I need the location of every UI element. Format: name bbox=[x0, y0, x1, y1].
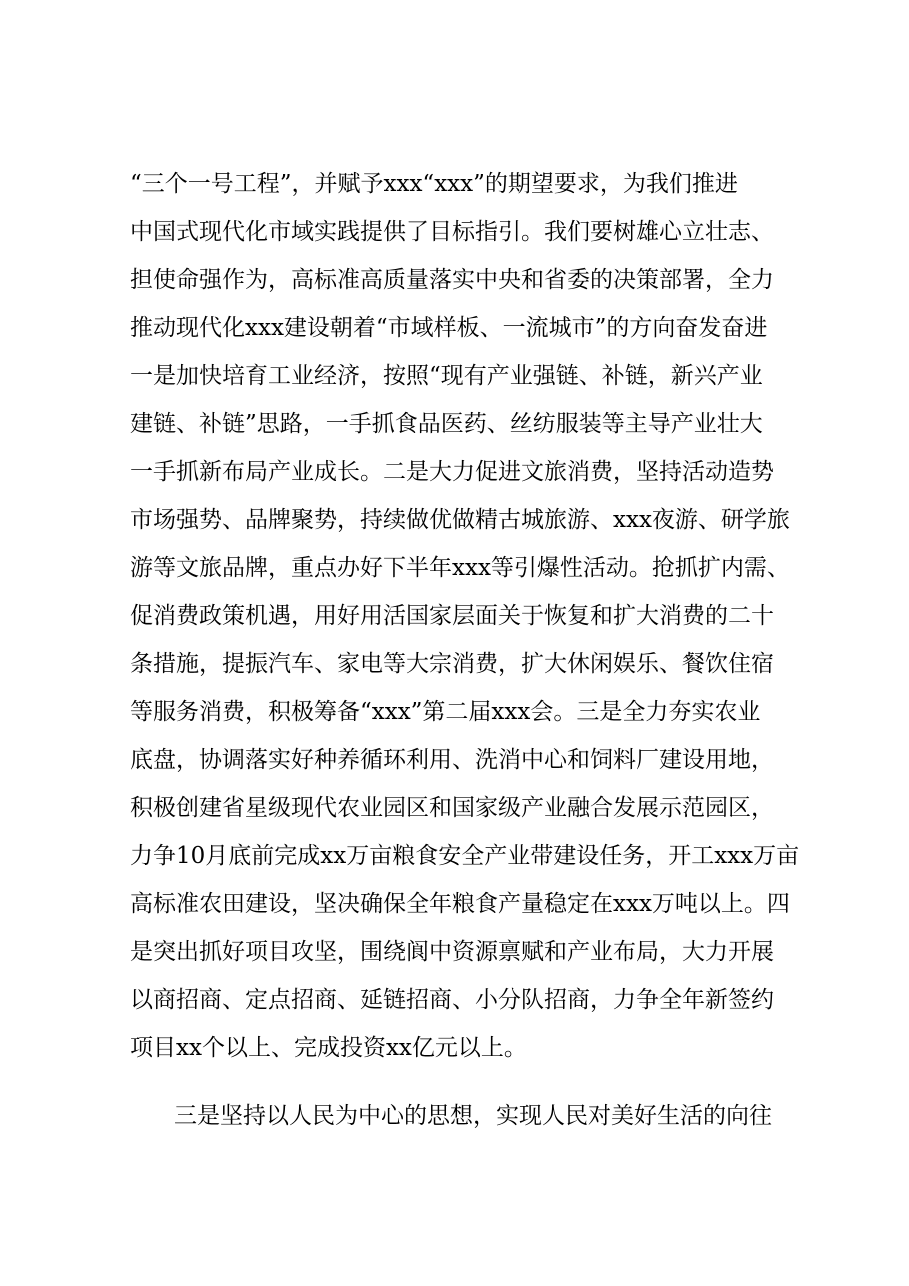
document-body bbox=[130, 160, 850, 1140]
text-line: 高标准农田建设，坚决确保全年粮食产量稳定在xxx万吨以上。四 bbox=[130, 891, 790, 917]
paragraph-spacing bbox=[130, 1072, 850, 1092]
text-line: 项目xx个以上、完成投资xx亿元以上。 bbox=[130, 1035, 527, 1061]
text-line: 力争10月底前完成xx万亩粮食安全产业带建设任务，开工xxx万亩 bbox=[130, 843, 800, 869]
text-line: 担使命强作为，高标准高质量落实中央和省委的决策部署，全力 bbox=[130, 267, 774, 293]
text-line: 条措施，提振汽车、家电等大宗消费，扩大休闲娱乐、餐饮住宿 bbox=[130, 651, 774, 677]
text-line: 一手抓新布局产业成长。二是大力促进文旅消费，坚持活动造势 bbox=[130, 459, 774, 485]
text-line: 等服务消费，积极筹备“xxx”第二届xxx会。三是全力夯实农业 bbox=[130, 699, 761, 725]
text-line: 游等文旅品牌，重点办好下半年xxx等引爆性活动。抢抓扩内需、 bbox=[130, 555, 790, 581]
text-line: 底盘，协调落实好种养循环利用、洗消中心和饲料厂建设用地， bbox=[130, 747, 774, 773]
paragraph bbox=[130, 160, 850, 1072]
text-line: 三是坚持以人民为中心的思想，实现人民对美好生活的向往 bbox=[174, 1103, 772, 1129]
text-line: 推动现代化xxx建设朝着“市域样板、一流城市”的方向奋发奋进 bbox=[130, 315, 768, 341]
text-line: 积极创建省星级现代农业园区和国家级产业融合发展示范园区， bbox=[130, 795, 774, 821]
text-line: 是突出抓好项目攻坚，围绕阆中资源禀赋和产业布局，大力开展 bbox=[130, 939, 774, 965]
text-line: 促消费政策机遇，用好用活国家层面关于恢复和扩大消费的二十 bbox=[130, 603, 774, 629]
text-line: “三个一号工程”，并赋予xxx“xxx”的期望要求，为我们推进 bbox=[130, 171, 738, 197]
text-line: 市场强势、品牌聚势，持续做优做精古城旅游、xxx夜游、研学旅 bbox=[130, 507, 790, 533]
text-line: 以商招商、定点招商、延链招商、小分队招商，力争全年新签约 bbox=[130, 987, 774, 1013]
text-line: 建链、补链”思路，一手抓食品医药、丝纺服装等主导产业壮大 bbox=[130, 411, 763, 437]
paragraph bbox=[130, 1092, 850, 1140]
text-line: 一是加快培育工业经济，按照“现有产业强链、补链，新兴产业 bbox=[130, 363, 763, 389]
text-line: 中国式现代化市域实践提供了目标指引。我们要树雄心立壮志、 bbox=[130, 219, 774, 245]
